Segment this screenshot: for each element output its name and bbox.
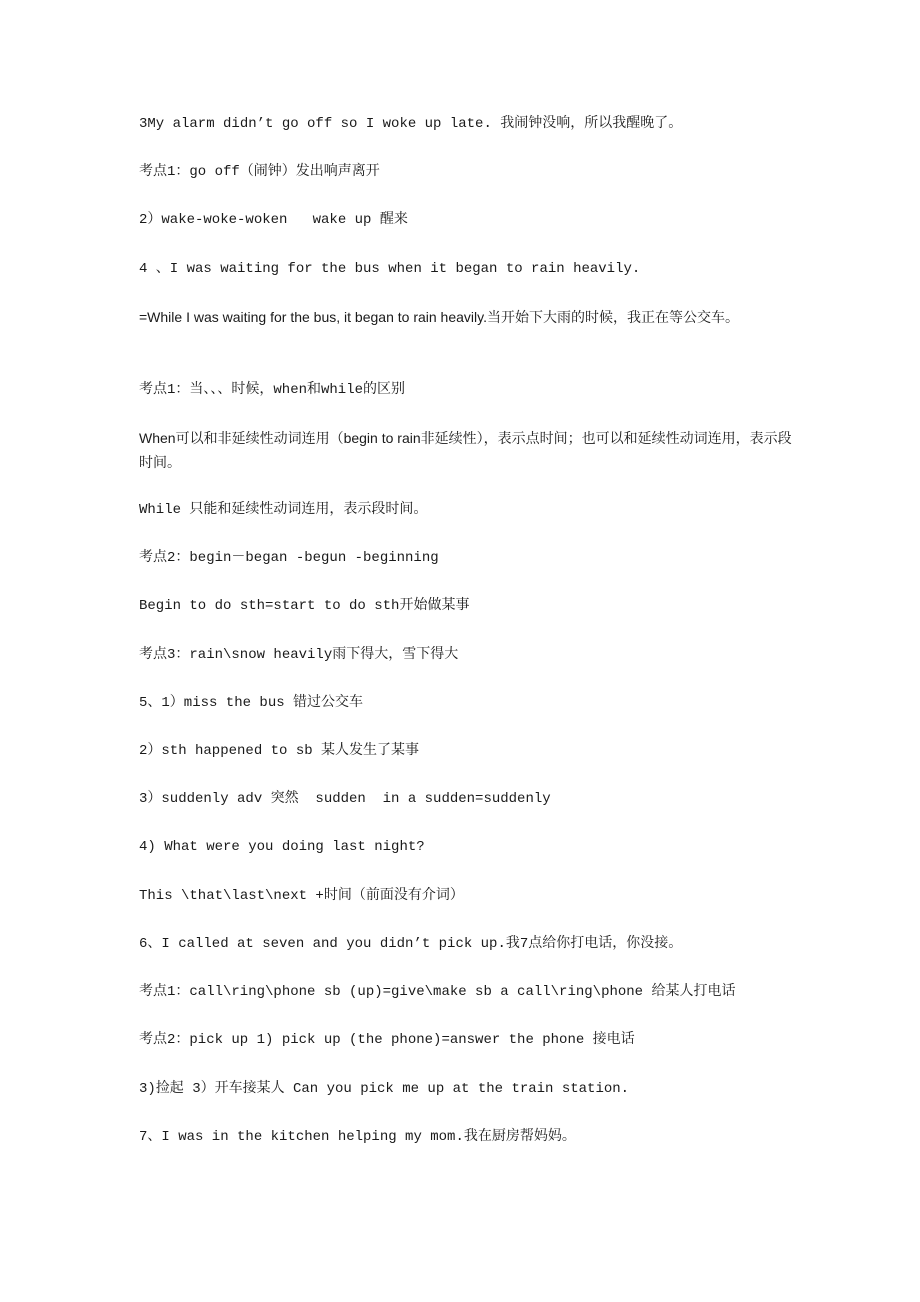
point-1-call: 考点1：call\ring\phone sb (up)=give\make sb a call\ring\phone 给某人打电话	[139, 984, 736, 1000]
point-2-wake: 2）wake-woke-woken wake up 醒来	[139, 212, 408, 228]
point-1-when-while: 考点1：当、、、时候，when和while的区别	[139, 382, 406, 398]
while-explanation: While 只能和延续性动词连用，表示段时间。	[139, 502, 428, 518]
sentence-7-kitchen: 7、I was in the kitchen helping my mom.我在厨房帮妈妈。	[139, 1129, 576, 1145]
point-3-rain-snow: 考点3：rain\snow heavily雨下得大，雪下得大	[139, 647, 459, 663]
when-explanation: When可以和非延续性动词连用（begin to rain非延续性），表示点时间；也可以和延续性动词连用，表示段时间。	[139, 430, 792, 470]
point-2-pick-up: 考点2：pick up 1) pick up (the phone)=answer the phone 接电话	[139, 1032, 635, 1048]
point-happened-to: 2）sth happened to sb 某人发生了某事	[139, 743, 420, 759]
sentence-6-called: 6、I called at seven and you didn’t pick up.我7点给你打电话，你没接。	[139, 936, 683, 952]
begin-to-do: Begin to do sth=start to do sth开始做某事	[139, 598, 470, 614]
point-2-begin: 考点2：begin－began -begun -beginning	[139, 550, 439, 566]
sentence-4-while-variant: =While I was waiting for the bus, it began to rain heavily.当开始下大雨的时候，我正在等公交车。	[139, 309, 739, 325]
sentence-4-waiting: 4 、I was waiting for the bus when it began to rain heavily.	[139, 261, 641, 277]
sentence-3-alarm: 3My alarm didn’t go off so I woke up late. 我闹钟没响，所以我醒晚了。	[139, 116, 683, 132]
point-1-go-off: 考点1：go off（闹钟）发出响声离开	[139, 164, 380, 180]
this-that-last-next: This \that\last\next +时间（前面没有介词）	[139, 888, 464, 904]
point-last-night: 4) What were you doing last night?	[139, 839, 425, 855]
point-suddenly: 3）suddenly adv 突然 sudden in a sudden=suddenly	[139, 791, 551, 807]
sentence-5-miss-bus: 5、1）miss the bus 错过公交车	[139, 695, 364, 711]
pick-up-meanings: 3)捡起 3）开车接某人 Can you pick me up at the train station.	[139, 1081, 630, 1097]
